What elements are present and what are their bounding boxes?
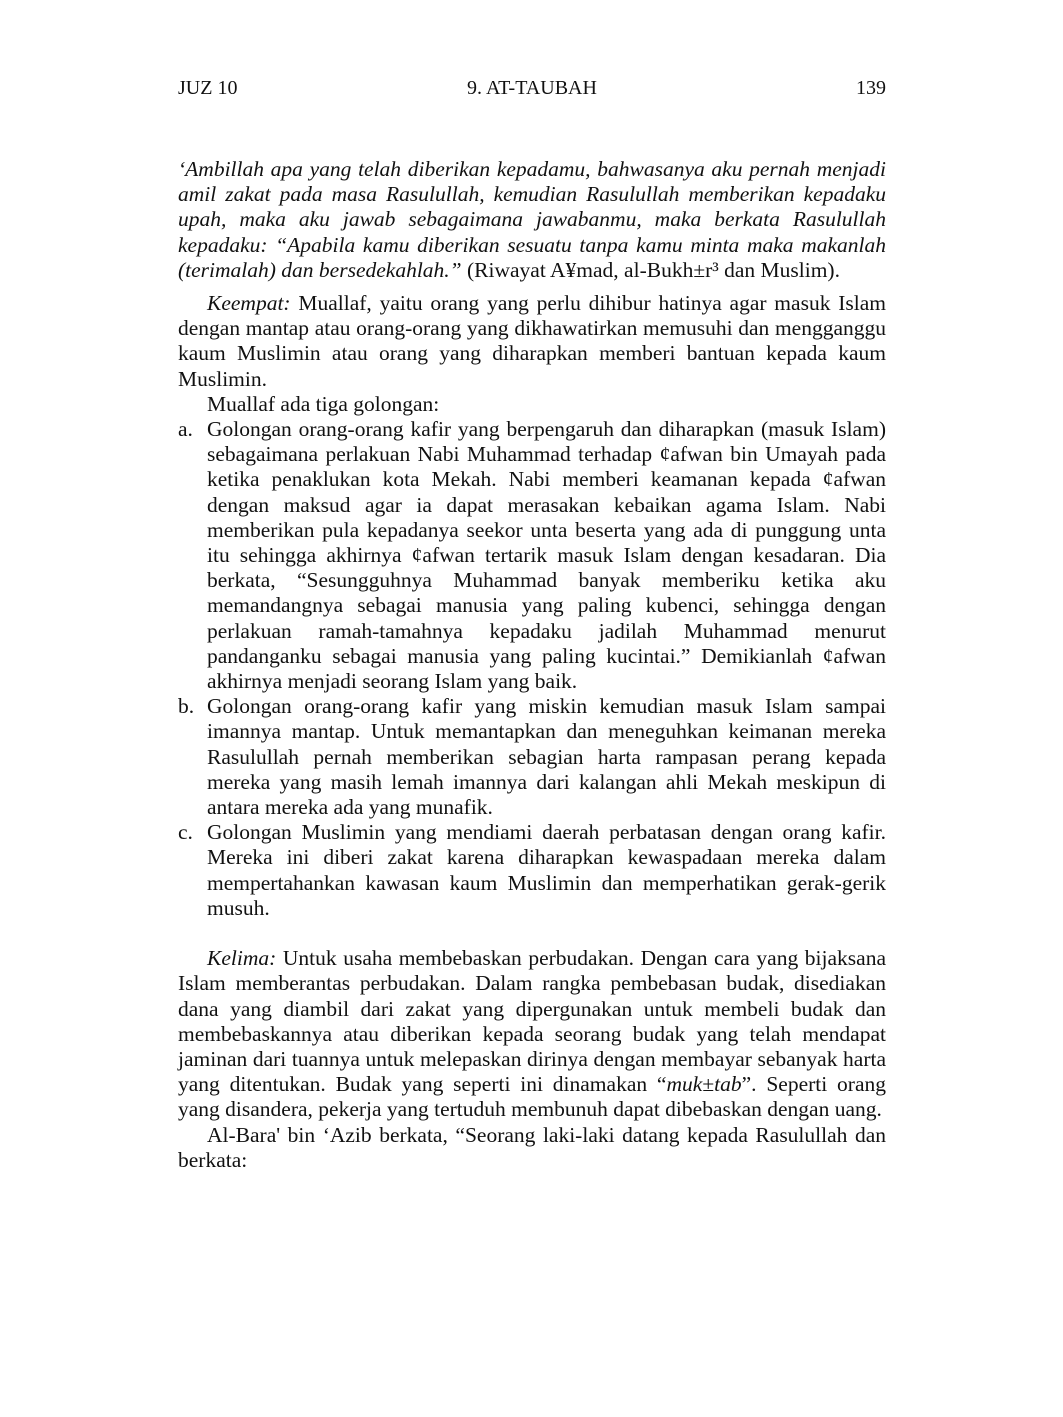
page-body bbox=[178, 157, 886, 1173]
list-marker: c. bbox=[178, 820, 193, 845]
list-item bbox=[178, 820, 886, 921]
hadith-quote-paragraph bbox=[178, 157, 886, 283]
juz-label: JUZ 10 bbox=[178, 77, 238, 99]
kelima-label: Kelima: bbox=[207, 946, 277, 971]
page-number: 139 bbox=[856, 77, 886, 99]
muallaf-intro: Muallaf ada tiga golongan: bbox=[207, 391, 440, 416]
kelima-text-after: ”. Seperti orang yang disandera, pekerja yang tertuduh membunuh dapat dibebaskan dengan uang. bbox=[178, 1072, 886, 1122]
keempat-paragraph bbox=[178, 291, 886, 392]
hadith-citation: (Riwayat A¥mad, al-Bukh±r³ dan Muslim). bbox=[461, 257, 840, 282]
list-item-text: Golongan orang-orang kafir yang berpengaruh dan diharapkan (masuk Islam) sebagaimana perlakuan Nabi Muhammad terhadap ¢afwan bin Umayah pada ketika penaklukan kota Mekah. Nabi memberi keamanan kepada ¢afwan dengan maksud agar ia dapat merasakan kebaikan agama Islam. Nabi memberikan pula kepadanya seekor unta beserta yang ada di punggung unta itu sehingga akhirnya ¢afwan tertarik masuk Islam dengan kesadaran. Dia berkata, “Sesungguhnya Muhammad banyak memberiku ketika aku memandangnya sebagai manusia yang paling kubenci, sehingga dengan perlakuan ramah-tamahnya kepadaku jadilah Muhammad menurut pandanganku sebagai manusia yang paling kucintai.” Demikianlah ¢afwan akhirnya menjadi seorang Islam yang baik. bbox=[207, 417, 886, 694]
list-item bbox=[178, 694, 886, 820]
surah-title: 9. AT-TAUBAH bbox=[467, 77, 597, 99]
list-item bbox=[178, 417, 886, 694]
running-head bbox=[178, 74, 886, 102]
keempat-label: Keempat: bbox=[207, 291, 291, 316]
muktab-term: muk±tab bbox=[666, 1072, 742, 1097]
list-item-text: Golongan Muslimin yang mendiami daerah perbatasan dengan orang kafir. Mereka ini diberi zakat karena diharapkan kewaspadaan mereka dalam mempertahankan kawasan kaum Muslimin dan memperhatikan gerak-gerik musuh. bbox=[207, 820, 886, 920]
kelima-text-before: Untuk usaha membebaskan perbudakan. Dengan cara yang bijaksana Islam memberantas perbudakan. Dalam rangka pembebasan budak, disediakan dana yang diambil dari zakat yang dipergunakan untuk membeli budak dan membebaskannya atau diberikan kepada seorang budak yang telah mendapat jaminan dari tuannya untuk melepaskan dirinya dengan membayar sebanyak harta yang ditentukan. Budak yang seperti ini dinamakan “ bbox=[178, 946, 886, 1097]
hadith-quote-text: ‘Ambillah apa yang telah diberikan kepadamu, bahwasanya aku pernah menjadi amil zakat pada masa Rasulullah, kemudian Rasulullah memberikan kepadaku upah, maka aku jawab sebagaimana jawabanmu, maka berkata Rasulullah kepadaku: “Apabila kamu diberikan sesuatu tanpa kamu minta maka makanlah (terimalah) dan bersedekahlah.” bbox=[178, 157, 886, 282]
list-marker: b. bbox=[178, 694, 195, 719]
kelima-paragraph bbox=[178, 946, 886, 1122]
keempat-text: Muallaf, yaitu orang yang perlu dihibur hatinya agar masuk Islam dengan mantap atau orang-orang yang dikhawatirkan memusuhi dan mengganggu kaum Muslimin atau orang yang diharapkan memberi bantuan kepada kaum Muslimin. bbox=[178, 291, 886, 391]
list-marker: a. bbox=[178, 417, 193, 442]
list-item-text: Golongan orang-orang kafir yang miskin kemudian masuk Islam sampai imannya mantap. Untuk memantapkan dan meneguhkan keimanan mereka Rasulullah pernah memberikan sebagian harta rampasan perang kepada mereka yang masih lemah imannya dari kalangan ahli Mekah meskipun di antara mereka ada yang munafik. bbox=[207, 694, 886, 820]
golongan-list bbox=[178, 417, 886, 921]
al-bara-paragraph: Al-Bara' bin ‘Azib berkata, “Seorang laki-laki datang kepada Rasulullah dan berkata: bbox=[178, 1122, 886, 1172]
